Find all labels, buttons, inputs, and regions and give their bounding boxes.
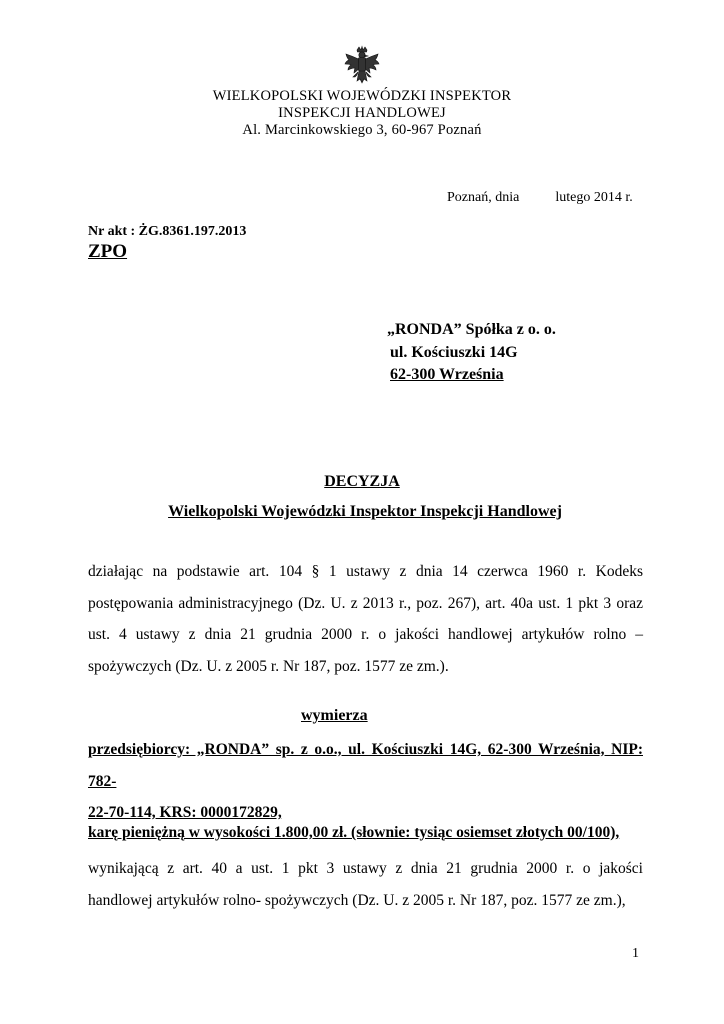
resulting-line: wynikającą z art. 40 a ust. 1 pkt 3 ustawy z dnia 21 grudnia 2000 r. o jakości [88,860,643,877]
office-name-line1: WIELKOPOLSKI WOJEWÓDZKI INSPEKTOR [212,88,512,104]
date-value: lutego 2014 r. [555,190,633,205]
office-name-line2: INSPEKCJI HANDLOWEJ [278,105,446,121]
resulting-line: handlowej artykułów rolno- spożywczych (Dz. U. z 2005 r. Nr 187, poz. 1577 ze zm.), [88,891,626,909]
legal-basis-line: ust. 4 ustawy z dnia 21 grudnia 2000 r. o jakości handlowej artykułów rolno – [88,626,643,643]
eagle-emblem-icon [340,44,384,88]
office-address: Al. Marcinkowskiego 3, 60-967 Poznań [242,122,482,138]
legal-basis-line: spożywczych (Dz. U. z 2005 r. Nr 187, poz. 1577 ze zm.). [88,657,449,675]
addressee-city: 62-300 Września [390,366,504,383]
document-date [447,190,633,206]
legal-basis-line: działając na podstawie art. 104 § 1 ustawy z dnia 14 czerwca 1960 r. Kodeks [88,563,643,580]
case-code: ZPO [88,241,128,262]
decision-authority: Wielkopolski Wojewódzki Inspektor Inspekcji Handlowej [168,503,562,520]
date-place: Poznań, dnia [447,190,520,205]
resulting-paragraph [88,853,643,916]
entity-line: 22-70-114, KRS: 0000172829, [88,804,282,821]
legal-basis-paragraph [88,556,643,682]
addressee-name: „RONDA” Spółka z o. o. [387,321,556,338]
case-number: Nr akt : ŻG.8361.197.2013 [88,224,247,239]
entity-line: przedsiębiorcy: „RONDA” sp. z o.o., ul. Kościuszki 14G, 62-300 Września, NIP: 782- [88,741,643,790]
decision-title: DECYZJA [324,473,400,490]
addressee-street: ul. Kościuszki 14G [390,344,518,361]
page-number: 1 [632,946,639,961]
imposes-heading: wymierza [301,707,368,724]
legal-basis-line: postępowania administracyjnego (Dz. U. z 2013 r., poz. 267), art. 40a ust. 1 pkt 3 oraz [88,594,643,612]
penalty-line: karę pieniężną w wysokości 1.800,00 zł. (słownie: tysiąc osiemset złotych 00/100), [88,824,620,841]
penalty-paragraph [88,817,643,849]
entity-paragraph [88,734,643,829]
